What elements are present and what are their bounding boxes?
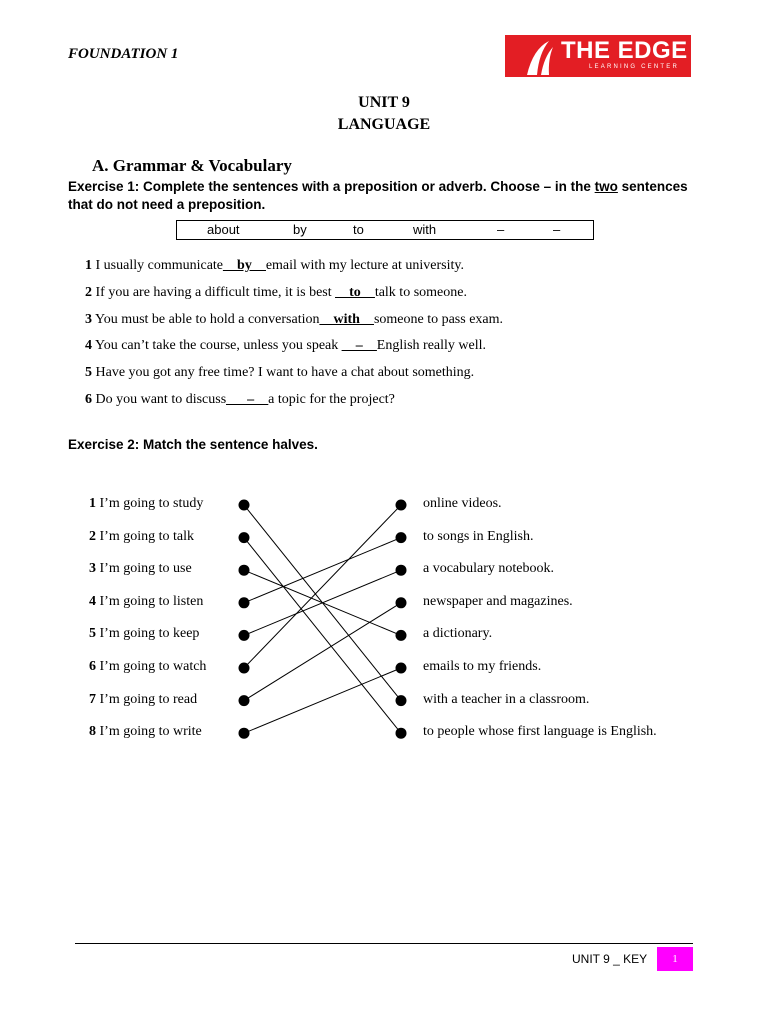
match-right-dot[interactable] [396,565,407,576]
match-left-dot[interactable] [239,500,250,511]
match-left-dot[interactable] [239,532,250,543]
footer-label: UNIT 9 _ KEY [572,952,648,966]
match-left-dot[interactable] [239,565,250,576]
course-label: FOUNDATION 1 [68,46,179,62]
answer-blank: __by__ [223,258,266,273]
answer-blank: ___–__ [226,392,269,407]
match-right-dot[interactable] [396,532,407,543]
match-right-dot[interactable] [396,728,407,739]
word-bank-item: with [413,222,437,237]
match-right-item: a dictionary. [423,626,493,642]
match-left-dot[interactable] [239,663,250,674]
sentence-2: 2 If you are having a difficult time, it is best __to__talk to someone. [85,285,467,300]
match-right-dot[interactable] [396,630,407,641]
sentence-4: 4 You can’t take the course, unless you speak __–__English really well. [85,338,487,353]
match-left-dot[interactable] [239,630,250,641]
match-left-item: 7 I’m going to read [89,691,198,707]
match-right-dot[interactable] [396,597,407,608]
subject-title: LANGUAGE [337,116,431,133]
exercise2-instruction: Exercise 2: Match the sentence halves. [68,437,318,452]
word-bank-item: about [207,222,240,237]
match-right-dot[interactable] [396,663,407,674]
unit-title: UNIT 9 [358,94,410,111]
match-line [244,603,401,701]
section-heading: A. Grammar & Vocabulary [92,156,292,175]
match-left-dot[interactable] [239,695,250,706]
match-line [244,668,401,733]
page-number: 1 [657,947,693,971]
match-left-dot[interactable] [239,597,250,608]
answer-blank: __–__ [341,338,377,353]
match-right-item: emails to my friends. [423,659,542,674]
match-left-item: 3 I’m going to use [89,561,192,577]
instruction-text-end: sentences that do not need a preposition. [68,179,688,212]
match-right-item: online videos. [423,496,502,511]
match-left-item: 5 I’m going to keep [89,626,200,642]
instruction-emphasis: two [594,179,618,194]
word-bank-item: – [553,222,561,237]
match-line [244,538,401,734]
answer-blank: __to__ [335,285,375,300]
logo-text: THE EDGE [561,37,688,64]
match-left-item: 2 I’m going to talk [89,528,194,544]
word-bank-item: to [353,222,364,237]
match-left-item: 8 I’m going to write [89,724,202,740]
match-line [244,538,401,603]
match-right-dot[interactable] [396,695,407,706]
footer-divider [75,943,693,944]
word-bank-item: by [293,222,307,237]
match-right-item: to people whose first language is English. [423,724,657,740]
match-left-item: 4 I’m going to listen [89,593,204,609]
match-line [244,505,401,668]
sentence-5: 5 Have you got any free time? I want to have a chat about something. [85,365,475,380]
match-right-item: to songs in English. [423,528,534,544]
instruction-text: Exercise 1: Complete the sentences with a preposition or adverb. Choose – in the [68,179,595,194]
sentence-6: 6 Do you want to discuss___–__a topic for the project? [85,392,395,407]
match-left-item: 1 I’m going to study [89,496,204,511]
logo-subtext: LEARNING CENTER [589,64,680,70]
match-right-item: a vocabulary notebook. [423,561,555,577]
sentence-1: 1 I usually communicate__by__email with my lecture at university. [85,258,464,273]
match-right-dot[interactable] [396,500,407,511]
match-left-item: 6 I’m going to watch [89,659,207,674]
sentence-3: 3 You must be able to hold a conversation__with__someone to pass exam. [85,312,504,327]
match-left-dot[interactable] [239,728,250,739]
match-right-item: with a teacher in a classroom. [423,691,590,707]
answer-blank: __with__ [319,312,374,327]
match-right-item: newspaper and magazines. [423,593,573,609]
word-bank-item: – [497,222,505,237]
